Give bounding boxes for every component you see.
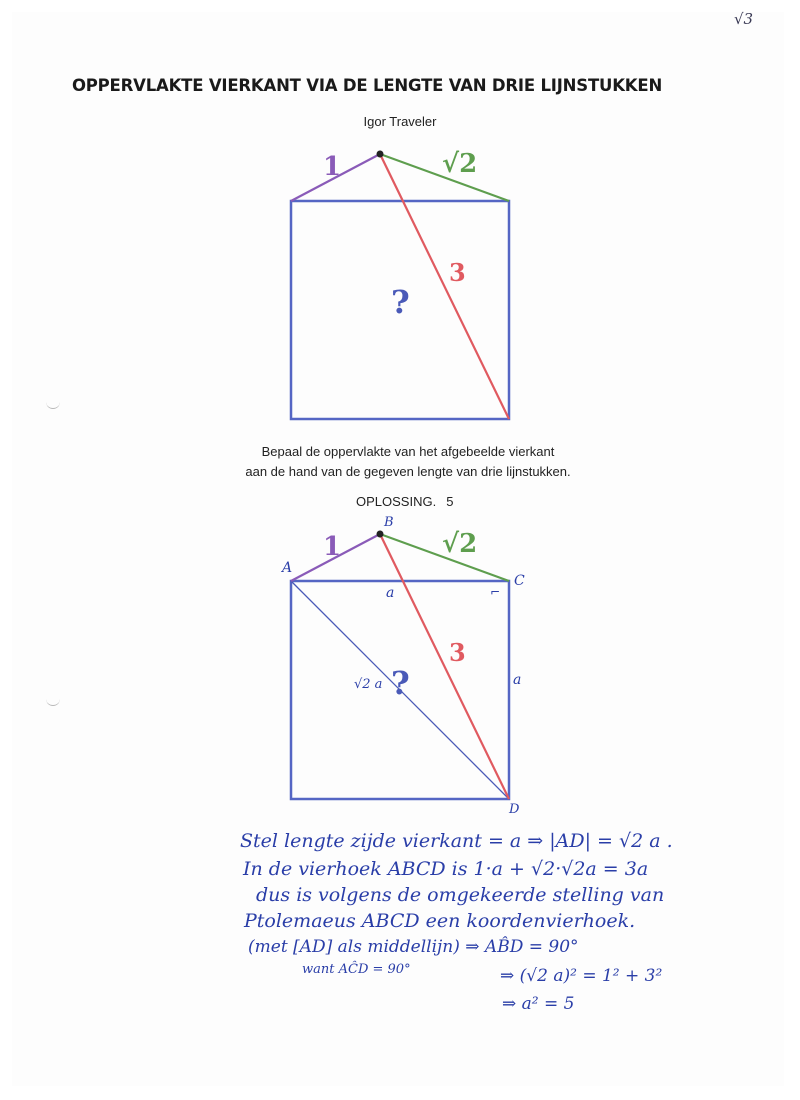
handwritten-line: want AĈD = 90° xyxy=(302,962,411,977)
diagonal-label: √2 a xyxy=(354,677,383,692)
author: Igor Traveler xyxy=(363,114,437,129)
vertex-D: D xyxy=(509,802,520,817)
solution-answer: 5 xyxy=(446,494,454,509)
label-1: 1 xyxy=(323,532,342,562)
page-title: OPPERVLAKTE VIERKANT VIA DE LENGTE VAN DRIE LIJNSTUKKEN xyxy=(71,76,663,95)
handwritten-line: (met [AD] als middellijn) ⇒ AB̂D = 90° xyxy=(248,937,579,957)
solution-heading xyxy=(356,494,453,509)
apex-point xyxy=(377,151,384,158)
problem-line: Bepaal de oppervlakte van het afgebeelde vierkant xyxy=(261,444,555,459)
vertex-C: C xyxy=(514,573,525,589)
handwritten-line: dus is volgens de omgekeerde stelling van xyxy=(256,884,665,906)
figure-2 xyxy=(280,515,525,817)
side-label-top: a xyxy=(386,585,395,601)
right-angle-mark: ⌐ xyxy=(490,585,501,599)
handwritten-line: Stel lengte zijde vierkant = a ⇒ |AD| = √2 a . xyxy=(240,830,673,852)
side-label-right: a xyxy=(513,672,522,688)
handwritten-line: ⇒ a² = 5 xyxy=(502,994,575,1014)
label-sqrt2: √2 xyxy=(442,529,478,559)
problem-line: aan de hand van de gegeven lengte van drie lijnstukken. xyxy=(245,464,571,479)
handwritten-line: In de vierhoek ABCD is 1·a + √2·√2a = 3a xyxy=(243,858,649,880)
label-3: 3 xyxy=(449,638,466,667)
corner-note: √3 xyxy=(734,10,754,28)
question-mark: ? xyxy=(391,283,410,321)
solution-label: OPLOSSING. xyxy=(356,494,437,509)
label-1: 1 xyxy=(323,152,342,182)
label-3: 3 xyxy=(449,258,466,287)
problem-statement xyxy=(0,442,800,482)
label-sqrt2: √2 xyxy=(442,149,478,179)
handwritten-line: ⇒ (√2 a)² = 1² + 3² xyxy=(500,966,663,986)
figure-1 xyxy=(291,149,509,419)
point-B xyxy=(377,531,384,538)
vertex-A: A xyxy=(282,560,293,576)
handwritten-line: Ptolemaeus ABCD een koordenvierhoek. xyxy=(244,910,636,932)
vertex-B: B xyxy=(384,515,394,530)
question-mark: ? xyxy=(391,664,410,702)
